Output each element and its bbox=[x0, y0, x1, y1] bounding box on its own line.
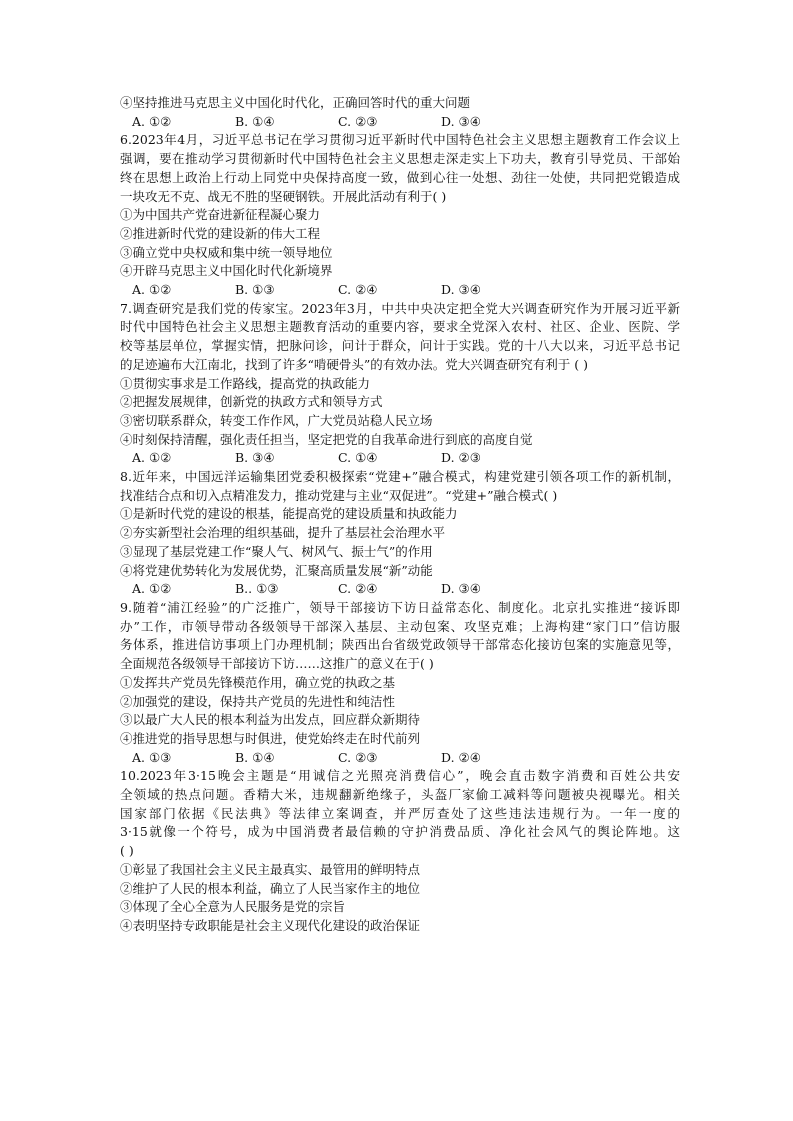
option-b: B. ③④ bbox=[235, 450, 275, 466]
option-b: B. ①④ bbox=[235, 749, 275, 765]
answer-options bbox=[120, 580, 680, 599]
question-8 bbox=[120, 468, 680, 599]
option-d: D. ③④ bbox=[441, 581, 481, 597]
statement: ③密切联系群众，转变工作作风，广大党员站稳人民立场 bbox=[120, 412, 433, 428]
question-7 bbox=[120, 300, 680, 468]
statement: ②加强党的建设，保持共产党员的先进性和纯洁性 bbox=[120, 693, 396, 709]
answer-options bbox=[120, 113, 680, 132]
option-d: D. ③④ bbox=[441, 113, 481, 129]
statement: ①为中国共产党奋进新征程凝心聚力 bbox=[120, 207, 321, 223]
statement: ③显现了基层党建工作“聚人气、树风气、振士气”的作用 bbox=[120, 543, 433, 559]
option-b: B.. ①③ bbox=[235, 581, 279, 597]
exam-page bbox=[120, 94, 680, 936]
statement: ②推进新时代党的建设新的伟大工程 bbox=[120, 225, 321, 241]
question-stem-line: 3·15就像一个符号，成为中国消费者最信赖的守护消费品质、净化社会风气的舆论阵地。这 bbox=[120, 824, 680, 840]
question-stem-line: 全面规范各级领导干部接访下访……这推广的意义在于( ) bbox=[120, 656, 434, 672]
option-c: C. ②④ bbox=[338, 581, 378, 597]
question-stem-line: 一块攻无不克、战无不胜的坚硬钢铁。开展此活动有利于( ) bbox=[120, 188, 447, 204]
answer-options bbox=[120, 449, 680, 468]
statement: ①彰显了我国社会主义民主最真实、最管用的鲜明特点 bbox=[120, 861, 421, 877]
question-stem-line: 7.调查研究是我们党的传家宝。2023年3月，中共中央决定把全党大兴调查研究作为开展习近平新 bbox=[120, 300, 680, 316]
option-c: C. ②③ bbox=[338, 113, 378, 129]
option-b: B. ①③ bbox=[235, 282, 275, 298]
question-10 bbox=[120, 767, 680, 935]
option-a: A. ①② bbox=[132, 113, 172, 129]
answer-options bbox=[120, 749, 680, 768]
statement: ①是新时代党的建设的根基，能提高党的建设质量和执政能力 bbox=[120, 506, 458, 522]
option-d: D. ②③ bbox=[441, 450, 481, 466]
statement: ②维护了人民的根本利益，确立了人民当家作主的地位 bbox=[120, 880, 421, 896]
statement: ①贯彻实事求是工作路线，提高党的执政能力 bbox=[120, 375, 371, 391]
question-stem-line: ( ) bbox=[120, 843, 134, 859]
question-stem-line: 全领域的热点问题。香精大米，违规翻新绝缘子，头盔厂家偷工减料等问题被央视曝光。相关 bbox=[120, 787, 680, 803]
answer-options bbox=[120, 281, 680, 300]
statement: ③体现了全心全意为人民服务是党的宗旨 bbox=[120, 899, 346, 915]
option-d: D. ③④ bbox=[441, 282, 481, 298]
statement: ④将党建优势转化为发展优势，汇聚高质量发展“新”动能 bbox=[120, 562, 433, 578]
question-stem-line: 9.随着“浦江经验”的广泛推广，领导干部接访下访日益常态化、制度化。北京扎实推进“接诉即 bbox=[120, 599, 680, 615]
statement: ③以最广大人民的根本利益为出发点，回应群众新期待 bbox=[120, 712, 421, 728]
option-c: C. ①④ bbox=[338, 450, 378, 466]
option-a: A. ①② bbox=[132, 282, 172, 298]
question-5-tail bbox=[120, 94, 680, 131]
question-stem-line: 终在思想上政治上行动上同党中央保持高度一致，做到心往一处想、劲往一处使，共同把党锻造成 bbox=[120, 169, 680, 185]
question-stem-line: 6.2023年4月，习近平总书记在学习贯彻习近平新时代中国特色社会主义思想主题教育工作会议上 bbox=[120, 132, 680, 148]
question-stem-line: 强调，要在推动学习贯彻新时代中国特色社会主义思想走深走实上下功夫，教育引导党员、干部始 bbox=[120, 151, 680, 167]
statement: ③确立党中央权威和集中统一领导地位 bbox=[120, 244, 333, 260]
option-c: C. ②③ bbox=[338, 749, 378, 765]
question-stem-line: 10.2023年3·15晚会主题是“用诚信之光照亮消费信心”，晚会直击数字消费和百姓公共安 bbox=[120, 768, 680, 784]
statement: ④推进党的指导思想与时俱进，使党始终走在时代前列 bbox=[120, 730, 421, 746]
statement: ②夯实新型社会治理的组织基础，提升了基层社会治理水平 bbox=[120, 525, 446, 541]
option-b: B. ①④ bbox=[235, 113, 275, 129]
question-stem-line: 务体系，推进信访事项上门办理机制；陕西出台省级党政领导干部常态化接访包案的实施意见等， bbox=[120, 637, 680, 653]
option-a: A. ①③ bbox=[132, 749, 172, 765]
question-stem-line: 找准结合点和切入点精准发力，推动党建与主业“双促进”。“党建+”融合模式( ) bbox=[120, 487, 558, 503]
question-stem-line: 校等基层单位，掌握实情，把脉问诊，问计于群众，问计于实践。党的十八大以来，习近平总书记 bbox=[120, 338, 680, 354]
statement: ④时刻保持清醒，强化责任担当，坚定把党的自我革命进行到底的高度自觉 bbox=[120, 431, 533, 447]
statement: ①发挥共产党员先锋模范作用，确立党的执政之基 bbox=[120, 674, 396, 690]
statement: ②把握发展规律，创新党的执政方式和领导方式 bbox=[120, 394, 383, 410]
option-c: C. ②④ bbox=[338, 282, 378, 298]
question-stem-line: 办”工作，市领导带动各级领导干部深入基层、主动包案、攻坚克难；上海构建“家门口”信访服 bbox=[120, 618, 680, 634]
question-stem-line: 8.近年来，中国远洋运输集团党委积极探索“党建+”融合模式，构建党建引领各项工作的新机制， bbox=[120, 469, 680, 485]
statement: ④开辟马克思主义中国化时代化新境界 bbox=[120, 263, 333, 279]
question-stem-line: 时代中国特色社会主义思想主题教育活动的重要内容，要求全党深入农村、社区、企业、医院、学 bbox=[120, 319, 680, 335]
option-d: D. ②④ bbox=[441, 749, 481, 765]
question-stem-line: 的足迹遍布大江南北，找到了许多“啃硬骨头”的有效办法。党大兴调查研究有利于 ( ) bbox=[120, 356, 588, 372]
option-a: A. ①② bbox=[132, 450, 172, 466]
option-a: A. ①② bbox=[132, 581, 172, 597]
statement: ④坚持推进马克思主义中国化时代化，正确回答时代的重大问题 bbox=[120, 95, 471, 110]
statement: ④表明坚持专政职能是社会主义现代化建设的政治保证 bbox=[120, 917, 421, 933]
question-stem-line: 国家部门依据《民法典》等法律立案调查，并严厉查处了这些违法违规行为。一年一度的 bbox=[120, 805, 680, 821]
question-6 bbox=[120, 131, 680, 299]
question-9 bbox=[120, 599, 680, 767]
